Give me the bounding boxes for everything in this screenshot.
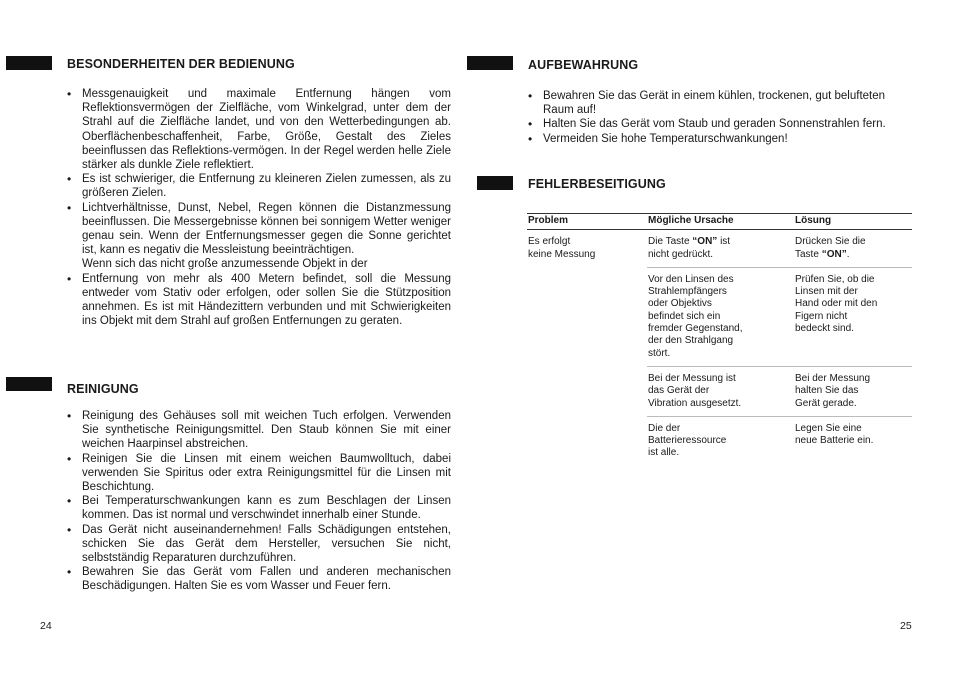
cause-text: Die Taste — [648, 236, 693, 248]
section-marker-bar — [6, 377, 52, 391]
besonderheiten-list — [67, 87, 451, 328]
cause-text: ist nicht gedrückt. — [648, 236, 731, 260]
list-item: • Lichtverhältnisse, Dunst, Nebel, Regen können die Distanzmessung beeinflussen. Die Messergebnisse können bei sonnigem Wetter weniger genau sein. Wenn der Entfernungsmesser gegen die Sonne gerichtet ist, kann es negativ die Messleistung beeinträchtigen. Wenn sich das nicht große anzumessende Objekt in der — [67, 201, 451, 272]
page-number-left: 24 — [40, 620, 52, 632]
on-key-label: “ON” — [692, 236, 718, 248]
list-item: • Messgenauigkeit und maximale Entfernung hängen vom Reflektionsvermögen der Zielfläche, vom Winkelgrad, unter dem der Strahl auf die Zielfläche landet, und von den Wetterbedingungen ab. Oberflächenbeschaffenheit, Farbe, Größe, Gestalt des Zieles beeinflussen das Reflektions-vermögen. In der Regel werden helle Ziele stärker als dunkle Ziele reflektiert. — [67, 87, 451, 172]
cause-cell: Die der Batterieressource ist alle. — [648, 422, 727, 459]
reinigung-list — [67, 409, 451, 594]
list-item: • Das Gerät nicht auseinandernehmen! Falls Schädigungen entstehen, schicken Sie das Gerät dem Hersteller, versuchen Sie nicht, selbstständig Reparaturen durchzuführen. — [67, 523, 451, 566]
cause-cell — [647, 230, 794, 268]
list-item: • Bei Temperaturschwankungen kann es zum Beschlagen der Linsen kommen. Das ist normal und verschwindet innerhalb einer Stunde. — [67, 494, 451, 522]
solution-cell — [794, 230, 912, 268]
list-item: • Es ist schwieriger, die Entfernung zu kleineren Zielen zumessen, als zu größeren Zielen. — [67, 172, 451, 200]
list-item: • Reinigung des Gehäuses soll mit weichen Tuch erfolgen. Verwenden Sie synthetische Reinigungsmittel. Den Staub können Sie mit einer weichen Haarpinsel abstreichen. — [67, 409, 451, 452]
list-item: • Entfernung von mehr als 400 Metern befindet, soll die Messung entweder vom Stativ oder erfolgen, oder sollen Sie die Stützposition annehmen. Es ist mit Händezittern verbunden und mit Schwierigkeiten ins Objekt mit dem Strahl auf großen Entfernungen zu geraten. — [67, 272, 451, 329]
solution-text: Drücken Sie die Taste — [795, 236, 866, 260]
solution-cell: Prüfen Sie, ob die Linsen mit der Hand oder mit den Figern nicht bedeckt sind. — [794, 267, 912, 366]
column-header-problem: Problem — [527, 214, 647, 230]
cause-cell: Bei der Messung ist das Gerät der Vibration ausgesetzt. — [647, 366, 794, 416]
list-item: • Vermeiden Sie hohe Temperaturschwankungen! — [528, 132, 914, 146]
aufbewahrung-list — [528, 89, 914, 146]
solution-text: . — [846, 248, 850, 260]
table-header-row — [527, 214, 912, 230]
list-item: • Reinigen Sie die Linsen mit einem weichen Baumwolltuch, dabei verwenden Sie Spiritus oder extra Reinigungsmittel für die Linsen mit Beschichtung. — [67, 452, 451, 495]
solution-cell: Legen Sie eine neue Batterie ein. — [795, 422, 874, 447]
heading-aufbewahrung: AUFBEWAHRUNG — [528, 58, 639, 72]
heading-fehlerbeseitigung: FEHLERBESEITIGUNG — [528, 177, 666, 191]
solution-cell: Bei der Messung halten Sie das Gerät gerade. — [794, 366, 912, 416]
table-row — [527, 230, 912, 268]
troubleshooting-table — [527, 213, 912, 466]
section-marker-bar — [6, 56, 52, 70]
section-marker-bar — [477, 176, 513, 190]
heading-reinigung: REINIGUNG — [67, 382, 139, 396]
cause-cell: Vor den Linsen des Strahlempfängers oder Objektivs befindet sich ein fremder Gegenstand, der den Strahlgang stört. — [647, 267, 794, 366]
on-key-label: “ON” — [821, 248, 847, 260]
column-header-solution: Lösung — [794, 214, 912, 230]
list-item: • Bewahren Sie das Gerät vom Fallen und anderen mechanischen Beschädigungen. Halten Sie es vom Wasser und Feuer fern. — [67, 565, 451, 593]
column-header-cause: Mögliche Ursache — [647, 214, 794, 230]
heading-besonderheiten: BESONDERHEITEN DER BEDIENUNG — [67, 57, 295, 71]
list-item: • Bewahren Sie das Gerät in einem kühlen, trockenen, gut belufteten Raum auf! — [528, 89, 914, 117]
page-number-right: 25 — [900, 620, 912, 632]
problem-cell: Es erfolgt keine Messung — [528, 236, 596, 260]
section-marker-bar — [467, 56, 513, 70]
list-item: • Halten Sie das Gerät vom Staub und geraden Sonnenstrahlen fern. — [528, 117, 914, 131]
